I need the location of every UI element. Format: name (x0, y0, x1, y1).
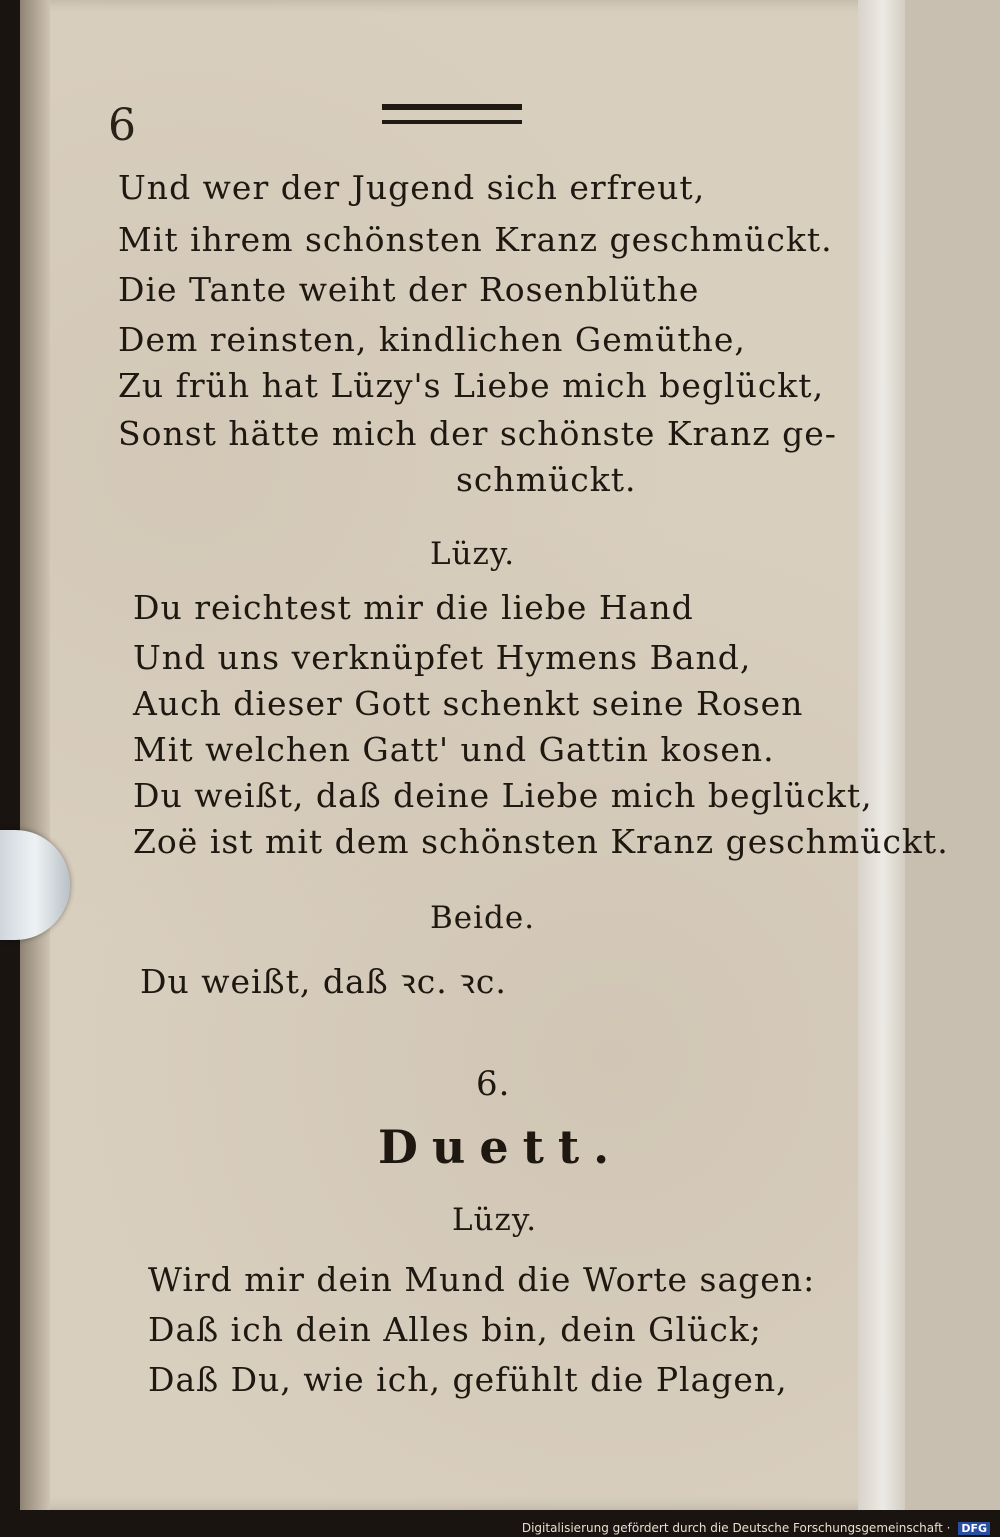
verse-line: Zoë ist mit dem schönsten Kranz geschmückt. (133, 822, 949, 861)
header-rule-thick (382, 104, 522, 110)
verse-line: Zu früh hat Lüzy's Liebe mich beglückt, (118, 366, 825, 405)
credit-text: Digitalisierung gefördert durch die Deutsche Forschungsgemeinschaft (521, 1521, 943, 1535)
verse-line: Und uns verknüpfet Hymens Band, (133, 638, 752, 677)
verse-line: schmückt. (456, 460, 637, 499)
verse-line: Dem reinsten, kindlichen Gemüthe, (118, 320, 746, 359)
speaker-name: Beide. (430, 900, 536, 936)
section-number: 6. (476, 1064, 511, 1104)
verse-line: Daß Du, wie ich, gefühlt die Plagen, (148, 1360, 788, 1399)
speaker-name: Lüzy. (452, 1202, 538, 1238)
verse-line: Wird mir dein Mund die Worte sagen: (148, 1260, 816, 1299)
header-rule-thin (382, 120, 522, 124)
verse-line: Auch dieser Gott schenkt seine Rosen (133, 684, 804, 723)
verse-line: Mit ihrem schönsten Kranz geschmückt. (118, 220, 833, 259)
verse-line: Du weißt, daß deine Liebe mich beglückt, (133, 776, 873, 815)
page-edge-shadow (20, 0, 50, 1510)
verse-line: Sonst hätte mich der schönste Kranz ge- (118, 414, 837, 453)
verse-line: Mit welchen Gatt' und Gattin kosen. (133, 730, 775, 769)
page-number: 6 (108, 100, 136, 151)
verse-line: Die Tante weiht der Rosenblüthe (118, 270, 700, 309)
dfg-logo: DFG (958, 1522, 990, 1535)
verse-line: Du reichtest mir die liebe Hand (133, 588, 694, 627)
verse-line: Und wer der Jugend sich erfreut, (118, 168, 706, 207)
speaker-name: Lüzy. (430, 536, 516, 572)
verse-line: Du weißt, daß ꝛc. ꝛc. (140, 962, 507, 1001)
section-title: Duett. (378, 1120, 624, 1174)
verse-line: Daß ich dein Alles bin, dein Glück; (148, 1310, 762, 1349)
digitization-credit: Digitalisierung gefördert durch die Deutsche Forschungsgemeinschaft · DFG (522, 1521, 990, 1535)
